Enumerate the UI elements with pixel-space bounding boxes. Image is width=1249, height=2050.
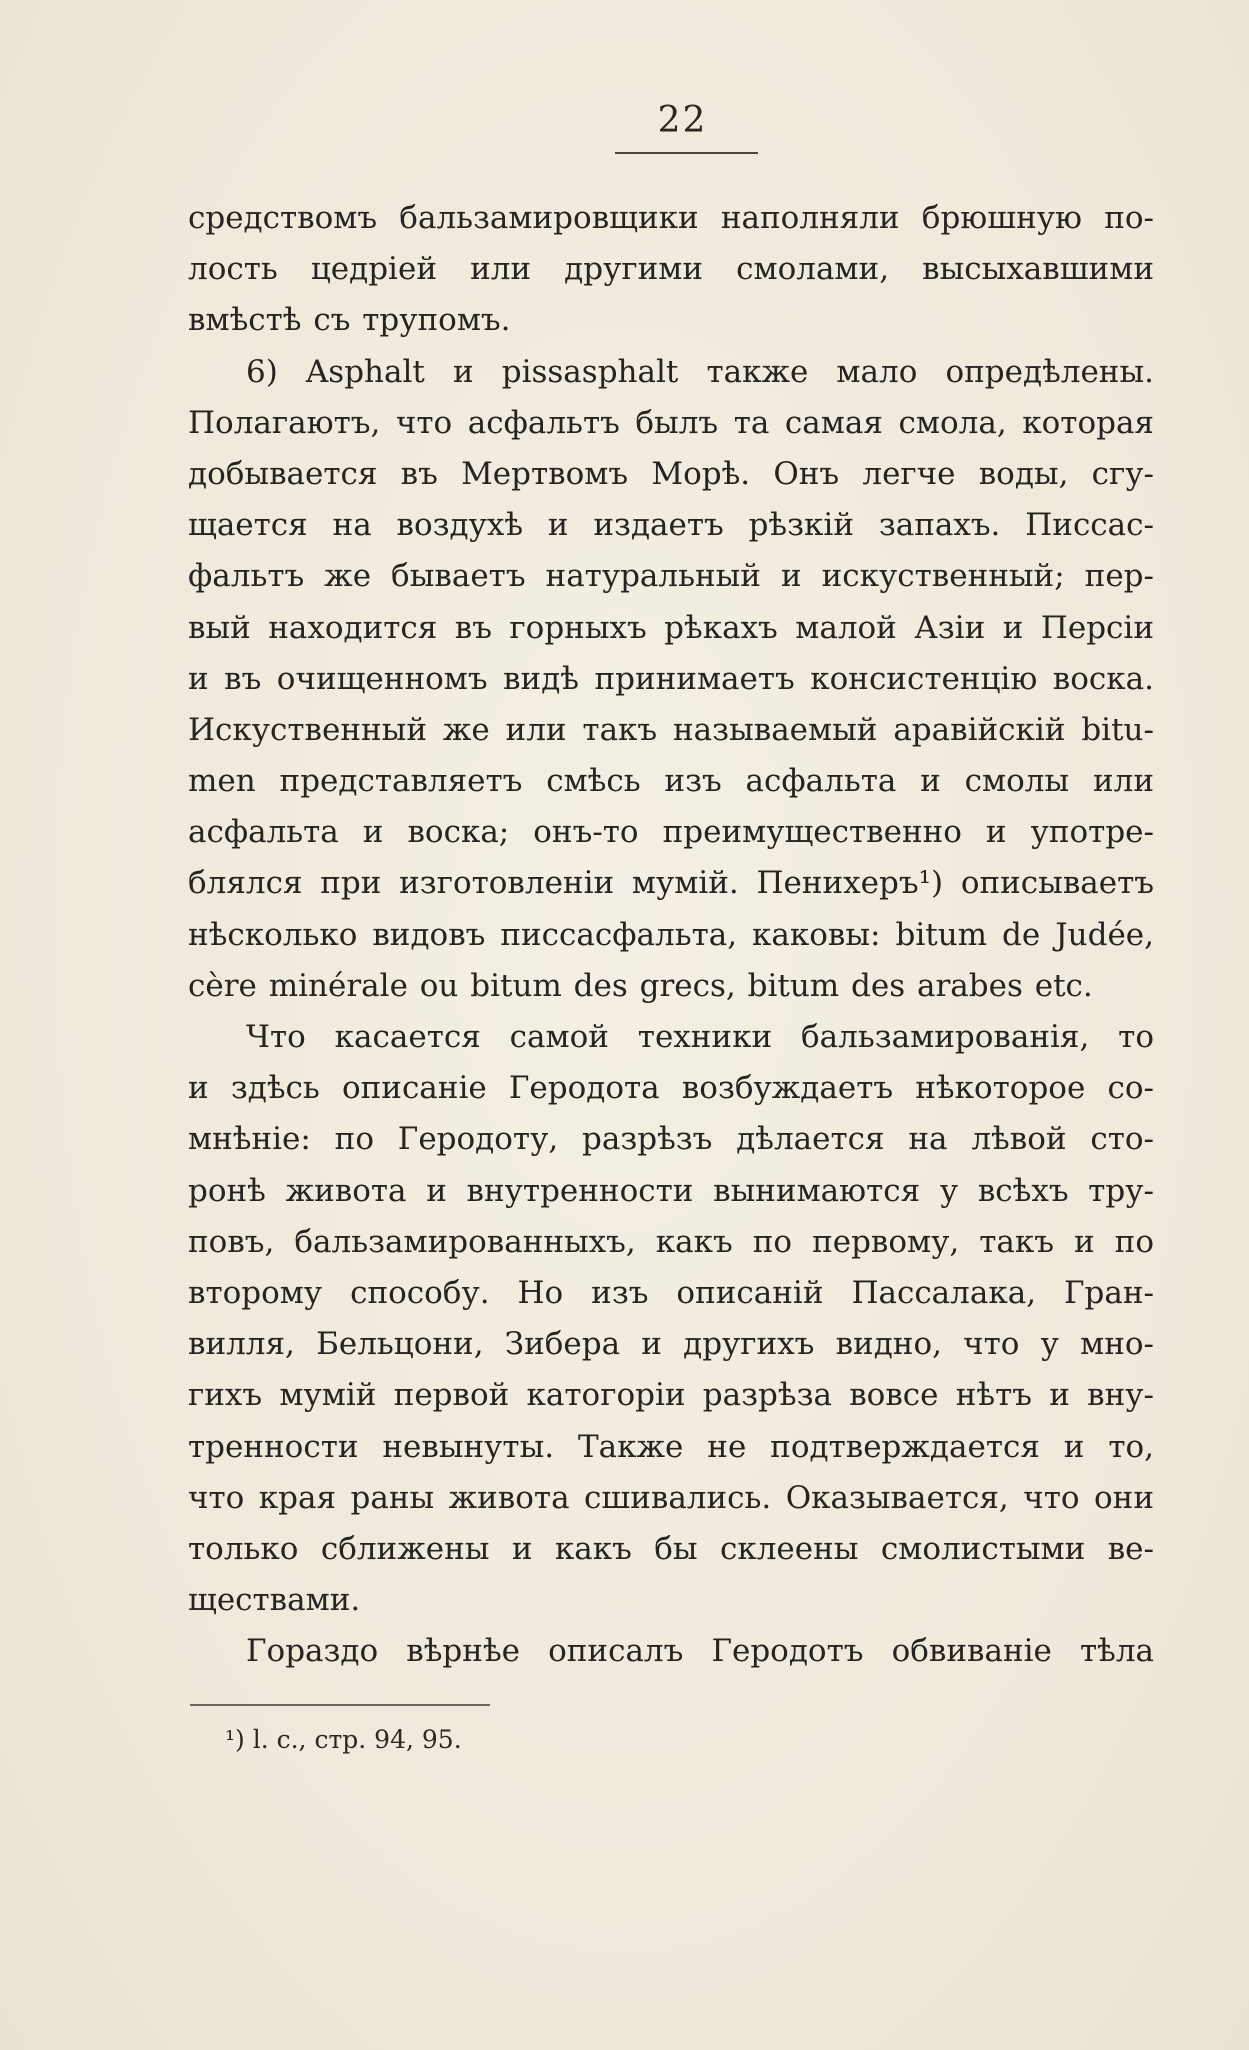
text-line: только сближены и какъ бы склеены смолистыми ве- bbox=[188, 1530, 1154, 1567]
text-line: второму способу. Но изъ описаній Пассалака, Гран- bbox=[188, 1274, 1154, 1311]
text-line: нѣсколько видовъ писсасфальта, каковы: bitum de Judée, bbox=[188, 916, 1154, 953]
text-line: вилля, Бельцони, Зибера и другихъ видно, что у мно- bbox=[188, 1326, 1154, 1363]
text-line: ронѣ живота и внутренности вынимаются у всѣхъ тру- bbox=[188, 1172, 1154, 1209]
text-line: Искуственный же или такъ называемый аравійскій bitu- bbox=[188, 711, 1154, 748]
footnote: ¹) l. c., стр. 94, 95. bbox=[225, 1725, 462, 1754]
text-line: тренности невынуты. Также не подтверждается и то, bbox=[188, 1428, 1154, 1465]
text-line: Полагаютъ, что асфальтъ былъ та самая смола, которая bbox=[188, 404, 1154, 441]
text-line: ществами. bbox=[188, 1582, 361, 1619]
body-text bbox=[188, 193, 1154, 1677]
text-line: асфальта и воска; онъ-то преимущественно и употре- bbox=[188, 814, 1154, 851]
text-line: блялся при изготовленіи мумій. Пенихеръ¹) описываетъ bbox=[188, 865, 1154, 902]
text-line: 6) Asphalt и pissasphalt также мало опредѣлены. bbox=[246, 353, 1154, 390]
text-line: вый находится въ горныхъ рѣкахъ малой Азіи и Персіи bbox=[188, 609, 1154, 646]
text-line: вмѣстѣ съ трупомъ. bbox=[188, 302, 511, 339]
text-line: Что касается самой техники бальзамированія, то bbox=[246, 1019, 1154, 1055]
text-line: cère minérale ou bitum des grecs, bitum des arabes etc. bbox=[188, 967, 1093, 1004]
text-line: средствомъ бальзамировщики наполняли брюшную по- bbox=[188, 200, 1154, 236]
page-number: 22 bbox=[657, 100, 708, 141]
text-line: Гораздо вѣрнѣе описалъ Геродотъ обвиваніе тѣла bbox=[246, 1633, 1154, 1670]
text-line: что края раны живота сшивались. Оказывается, что они bbox=[188, 1479, 1154, 1516]
footnote-rule bbox=[190, 1704, 490, 1706]
text-line: фальтъ же бываетъ натуральный и искуственный; пер- bbox=[188, 558, 1154, 595]
text-line: добывается въ Мертвомъ Морѣ. Онъ легче воды, сгу- bbox=[188, 455, 1154, 492]
text-line: повъ, бальзамированныхъ, какъ по первому, такъ и по bbox=[188, 1223, 1154, 1260]
text-line: и въ очищенномъ видѣ принимаетъ консистенцію воска. bbox=[188, 660, 1154, 697]
text-line: щается на воздухѣ и издаетъ рѣзкій запахъ. Писсас- bbox=[188, 507, 1154, 544]
text-line: гихъ мумій первой катогоріи разрѣза вовсе нѣтъ и вну- bbox=[188, 1377, 1154, 1414]
page-number-rule bbox=[615, 152, 758, 154]
text-line: мнѣніе: по Геродоту, разрѣзъ дѣлается на лѣвой сто- bbox=[188, 1121, 1154, 1158]
text-line: лость цедріей или другими смолами, высыхавшими bbox=[188, 251, 1154, 288]
text-line: и здѣсь описаніе Геродота возбуждаетъ нѣкоторое со- bbox=[188, 1070, 1154, 1107]
text-line: men представляетъ смѣсь изъ асфальта и смолы или bbox=[188, 763, 1154, 800]
